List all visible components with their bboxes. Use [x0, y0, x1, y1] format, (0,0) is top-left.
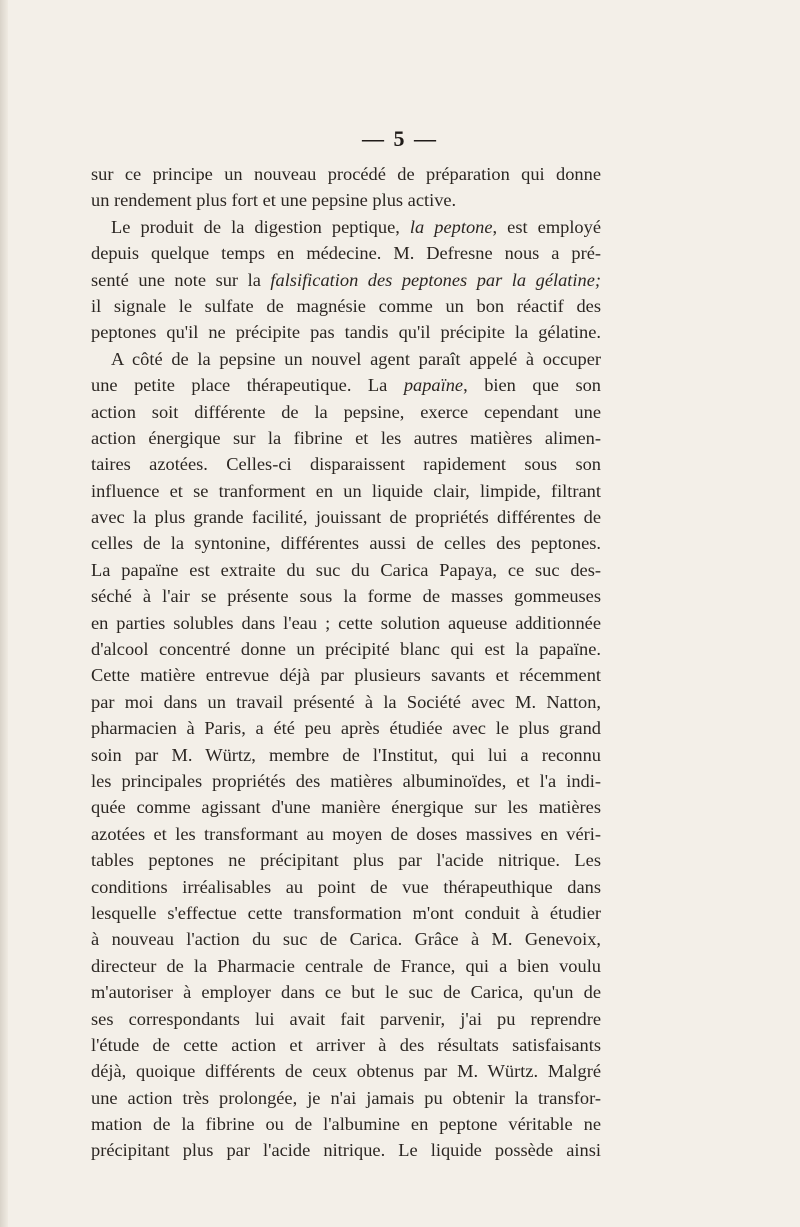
text-line: par moi dans un travail présenté à la Société avec M. Natton,: [91, 691, 601, 712]
text-line: Le produit de la digestion peptique, la peptone, est employé: [111, 216, 601, 237]
text-line: A côté de la pepsine un nouvel agent paraît appelé à occuper: [111, 348, 601, 369]
body-text: [91, 161, 601, 1164]
text-line: m'autoriser à employer dans ce but le suc de Carica, qu'un de: [91, 982, 601, 1003]
text-line: un rendement plus fort et une pepsine plus active.: [91, 190, 457, 211]
text-line: lesquelle s'effectue cette transformation m'ont conduit à étudier: [91, 902, 601, 923]
text-line: La papaïne est extraite du suc du Carica Papaya, ce suc des-: [91, 559, 601, 580]
text-line: en parties solubles dans l'eau ; cette solution aqueuse additionnée: [91, 612, 601, 633]
page-number: — 5 —: [362, 126, 438, 151]
text-line: senté une note sur la falsification des peptones par la gélatine;: [91, 269, 601, 290]
text-line: peptones qu'il ne précipite pas tandis qu'il précipite la gélatine.: [91, 322, 601, 343]
text-line: séché à l'air se présente sous la forme de masses gommeuses: [91, 586, 601, 607]
text-line: déjà, quoique différents de ceux obtenus par M. Würtz. Malgré: [91, 1061, 601, 1082]
text-line: soin par M. Würtz, membre de l'Institut, qui lui a reconnu: [91, 744, 601, 765]
text-line: ses correspondants lui avait fait parvenir, j'ai pu reprendre: [91, 1008, 601, 1029]
text-line: à nouveau l'action du suc de Carica. Grâce à M. Genevoix,: [91, 929, 601, 950]
text-line: conditions irréalisables au point de vue thérapeuthique dans: [91, 876, 601, 897]
text-line: pharmacien à Paris, a été peu après étudiée avec le plus grand: [91, 718, 601, 739]
text-line: directeur de la Pharmacie centrale de France, qui a bien voulu: [91, 955, 601, 976]
text-line: il signale le sulfate de magnésie comme un bon réactif des: [91, 295, 601, 316]
text-line: depuis quelque temps en médecine. M. Defresne nous a pré-: [91, 243, 601, 264]
text-line: précipitant plus par l'acide nitrique. Le liquide possède ainsi: [91, 1140, 601, 1161]
text-line: tables peptones ne précipitant plus par l'acide nitrique. Les: [91, 850, 601, 871]
text-line: sur ce principe un nouveau procédé de préparation qui donne: [91, 164, 601, 184]
text-line: action énergique sur la fibrine et les autres matières alimen-: [91, 427, 601, 448]
text-line: celles de la syntonine, différentes aussi de celles des peptones.: [91, 533, 601, 554]
text-line: d'alcool concentré donne un précipité blanc qui est la papaïne.: [91, 639, 601, 660]
text-line: avec la plus grande facilité, jouissant de propriétés différentes de: [91, 507, 601, 528]
text-line: une action très prolongée, je n'ai jamais pu obtenir la transfor-: [91, 1087, 601, 1108]
text-line: action soit différente de la pepsine, exerce cependant une: [91, 401, 601, 422]
text-line: les principales propriétés des matières albuminoïdes, et l'a indi-: [91, 770, 601, 791]
text-line: mation de la fibrine ou de l'albumine en peptone véritable ne: [91, 1114, 601, 1135]
text-line: Cette matière entrevue déjà par plusieurs savants et récemment: [91, 665, 601, 686]
text-line: une petite place thérapeutique. La papaïne, bien que son: [91, 375, 601, 396]
text-line: quée comme agissant d'une manière énergique sur les matières: [91, 797, 601, 818]
text-line: azotées et les transformant au moyen de doses massives en véri-: [91, 823, 601, 844]
page-edge: [0, 0, 8, 1227]
text-line: l'étude de cette action et arriver à des résultats satisfaisants: [91, 1034, 601, 1055]
text-line: taires azotées. Celles-ci disparaissent rapidement sous son: [91, 454, 601, 475]
text-line: influence et se tranforment en un liquide clair, limpide, filtrant: [91, 480, 601, 501]
